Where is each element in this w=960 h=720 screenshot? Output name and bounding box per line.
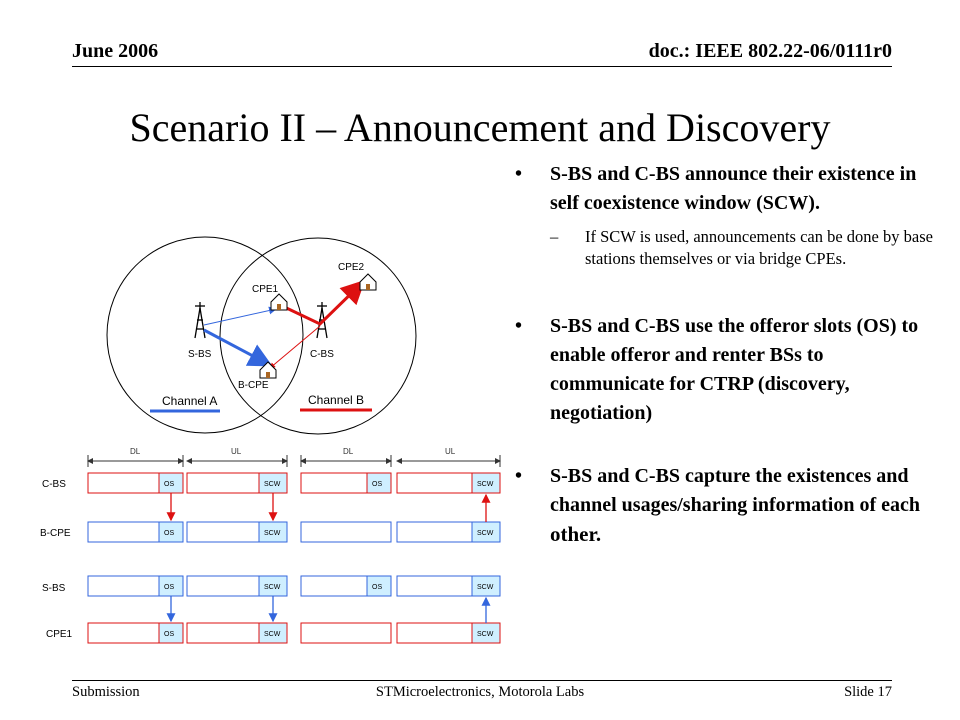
frame-row-cbs xyxy=(88,473,500,493)
row-label-sbs: S-BS xyxy=(42,583,66,594)
frame-label-ul-1: UL xyxy=(231,447,242,456)
frame-span-dl-2 xyxy=(301,455,391,467)
slot-scw: SCW xyxy=(264,530,281,537)
bullet-text-end: other. xyxy=(550,522,602,546)
label-cpe1: CPE1 xyxy=(252,284,279,295)
header-date: June 2006 xyxy=(72,40,159,62)
frame-label-dl-1: DL xyxy=(130,447,141,456)
bullet-dot: • xyxy=(515,315,523,337)
frame-span-ul-2 xyxy=(397,455,500,467)
header-doc-id: doc.: IEEE 802.22-06/0111r0 xyxy=(648,40,892,62)
slot-os: OS xyxy=(372,584,383,591)
sbs-tower-icon xyxy=(195,302,205,338)
frame-row-bcpe xyxy=(88,522,500,542)
row-label-cpe1: CPE1 xyxy=(46,629,73,640)
footer-authors: STMicroelectronics, Motorola Labs xyxy=(375,684,585,700)
cpe1-house-icon xyxy=(271,294,287,310)
bullet-item xyxy=(515,462,935,550)
bullet-list xyxy=(515,160,935,550)
frame-row-sbs xyxy=(88,576,500,596)
sub-bullet-text: If SCW is used, announcements can be done by base stations themselves or via bridge CPEs. xyxy=(585,227,933,268)
bullet-text: S-BS and C-BS announce their existence in self coexistence window (SCW). xyxy=(550,163,917,214)
link-sbs-cpe1 xyxy=(204,309,276,325)
footer-submission: Submission xyxy=(72,684,140,700)
topology-diagram xyxy=(100,230,420,450)
footer-slide-number: Slide 17 xyxy=(844,684,892,700)
label-channel-b: Channel B xyxy=(308,393,365,407)
label-cpe2: CPE2 xyxy=(338,262,365,273)
slot-scw: SCW xyxy=(477,481,494,488)
label-cbs: C-BS xyxy=(310,349,334,360)
row-label-bcpe: B-CPE xyxy=(40,528,71,539)
slot-os: OS xyxy=(372,481,383,488)
slot-scw: SCW xyxy=(264,584,281,591)
slot-os: OS xyxy=(164,631,175,638)
slot-scw: SCW xyxy=(264,481,281,488)
frame-span-ul-1 xyxy=(187,455,287,467)
cpe2-house-icon xyxy=(360,274,376,290)
frame-label-dl-2: DL xyxy=(343,447,354,456)
slot-scw: SCW xyxy=(477,631,494,638)
bullet-text: S-BS and C-BS use the offeror slots (OS) to enable offeror and renter BSs to communicate for CTRP (discovery, negotiation) xyxy=(550,315,919,424)
slot-os: OS xyxy=(164,530,175,537)
label-sbs: S-BS xyxy=(188,349,212,360)
link-sbs-bcpe xyxy=(204,330,270,365)
slot-scw: SCW xyxy=(264,631,281,638)
bullet-item xyxy=(515,160,935,218)
row-label-cbs: C-BS xyxy=(42,479,66,490)
slot-os: OS xyxy=(164,584,175,591)
frame-row-cpe1 xyxy=(88,623,500,643)
bullet-dot: • xyxy=(515,163,523,185)
slot-scw: SCW xyxy=(477,584,494,591)
slot-os: OS xyxy=(164,481,175,488)
slot-scw: SCW xyxy=(477,530,494,537)
header-rule xyxy=(72,66,892,67)
bullet-text: S-BS and C-BS capture the existences and channel usages/sharing information of each xyxy=(550,465,921,516)
sub-bullet-dash: – xyxy=(550,227,559,246)
frame-diagram xyxy=(35,440,515,660)
slide-title: Scenario II – Announcement and Discovery xyxy=(129,105,831,150)
link-cbs-bcpe xyxy=(270,326,320,368)
bullet-item xyxy=(515,312,935,428)
frame-span-dl-1 xyxy=(88,455,183,467)
footer-rule xyxy=(72,680,892,681)
bullet-dot: • xyxy=(515,465,523,487)
label-channel-a: Channel A xyxy=(162,394,218,408)
frame-label-ul-2: UL xyxy=(445,447,456,456)
sub-bullet-item xyxy=(550,226,945,270)
label-bcpe: B-CPE xyxy=(238,380,269,391)
